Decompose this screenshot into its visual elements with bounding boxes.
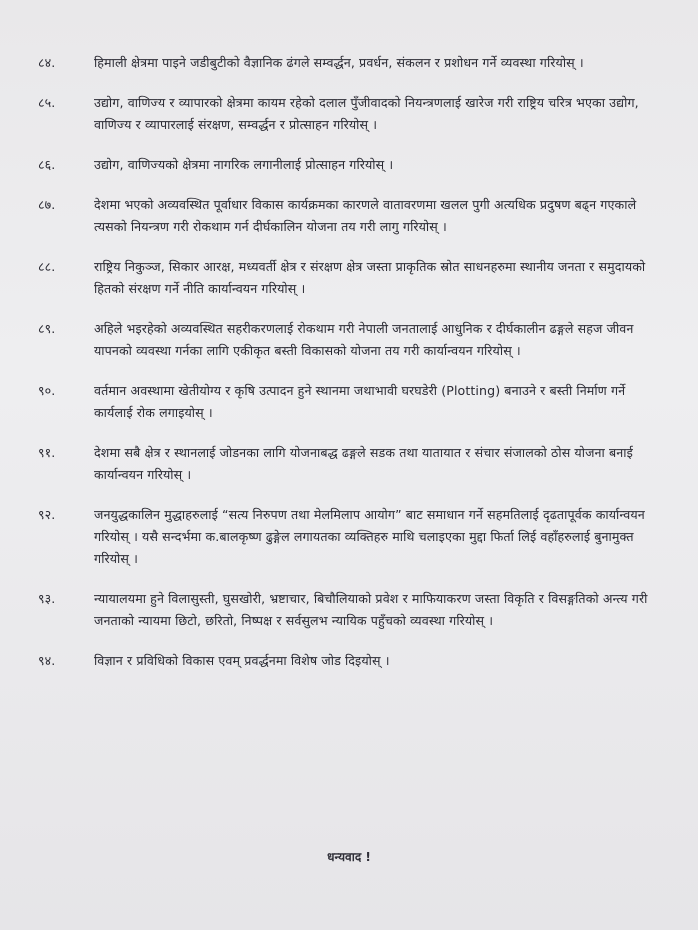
list-item-86 [38, 154, 658, 176]
item-text: वर्तमान अवस्थामा खेतीयोग्य र कृषि उत्पादन हुने स्थानमा जथाभावी घरघडेरी (Plotting) बनाउने र बस्ती निर्माण गर्ने कार्यलाई रोक लगाइयोस् । [94, 383, 626, 420]
item-text: विज्ञान र प्रविधिको विकास एवम् प्रवर्द्धनमा विशेष जोड दिइयोस् । [94, 653, 390, 668]
list-item-85 [38, 92, 658, 136]
item-number: ८६. [38, 157, 56, 172]
list-item-91 [38, 442, 658, 486]
item-number: ९२. [38, 507, 56, 522]
list-item-88 [38, 256, 658, 300]
item-text: राष्ट्रिय निकुञ्ज, सिकार आरक्ष, मध्यवर्ती क्षेत्र र संरक्षण क्षेत्र जस्ता प्राकृतिक स्रोत साधनहरुमा स्थानीय जनता र समुदायको हितको संरक्षण गर्ने नीति कार्यान्वयन गरियोस् । [94, 259, 646, 296]
item-number: ८९. [38, 321, 56, 336]
item-text: उद्योग, वाणिज्यको क्षेत्रमा नागरिक लगानीलाई प्रोत्साहन गरियोस् । [94, 157, 394, 172]
item-text: जनयुद्धकालिन मुद्धाहरुलाई “सत्य निरुपण तथा मेलमिलाप आयोग” बाट समाधान गर्ने सहमतिलाई दृढतापूर्वक कार्यान्वयन गरियोस् । यसै सन्दर्भमा क.बालकृष्ण ढुङ्गेल लगायतका व्यक्तिहरु माथि चलाइएका मुद्दा फिर्ता लिई वहाँहरुलाई बुनामुक्त गरियोस् । [94, 507, 645, 566]
item-number: ९०. [38, 383, 56, 398]
item-number: ९३. [38, 591, 56, 606]
list-item-93 [38, 588, 658, 632]
item-number: ९४. [38, 653, 56, 668]
item-number: ८७. [38, 197, 56, 212]
item-text: उद्योग, वाणिज्य र व्यापारको क्षेत्रमा कायम रहेको दलाल पुँजीवादको नियन्त्रणलाई खारेज गरी राष्ट्रिय चरित्र भएका उद्योग, वाणिज्य र व्यापारलाई संरक्षण, सम्वर्द्धन र प्रोत्साहन गरियोस् । [94, 95, 639, 132]
item-text: हिमाली क्षेत्रमा पाइने जडीबुटीको वैज्ञानिक ढंगले सम्वर्द्धन, प्रवर्धन, संकलन र प्रशोधन गर्ने व्यवस्था गरियोस् । [94, 55, 584, 70]
list-item-90 [38, 380, 658, 424]
item-number: ९१. [38, 445, 56, 460]
list-item-87 [38, 194, 658, 238]
closing-thanks: धन्यवाद ! [327, 850, 371, 864]
item-text: देशमा भएको अव्यवस्थित पूर्वाधार विकास कार्यक्रमका कारणले वातावरणमा खलल पुगी अत्यधिक प्रदुषण बढ्न गएकाले त्यसको नियन्त्रण गरी रोकथाम गर्न दीर्घकालिन योजना तय गरी लागु गरियोस् । [94, 197, 637, 234]
item-text: न्यायालयमा हुने विलासुस्ती, घुसखोरी, भ्रष्टाचार, बिचौलियाको प्रवेश र माफियाकरण जस्ता विकृति र विसङ्गतिको अन्त्य गरी जनताको न्यायमा छिटो, छरितो, निष्पक्ष र सर्वसुलभ न्यायिक पहुँचको व्यवस्था गरियोस् । [94, 591, 648, 628]
item-number: ८५. [38, 95, 56, 110]
list-item-89 [38, 318, 658, 362]
list-item-92 [38, 504, 658, 570]
item-text: देशमा सबै क्षेत्र र स्थानलाई जोडनका लागि योजनाबद्ध ढङ्गले सडक तथा यातायात र संचार संजालको ठोस योजना बनाई कार्यान्वयन गरियोस् । [94, 445, 633, 482]
item-number: ८४. [38, 55, 56, 70]
item-number: ८८. [38, 259, 56, 274]
list-item-94 [38, 650, 658, 672]
list-item-84 [38, 52, 658, 74]
item-text: अहिले भइरहेको अव्यवस्थित सहरीकरणलाई रोकथाम गरी नेपाली जनतालाई आधुनिक र दीर्घकालीन ढङ्गले सहज जीवन यापनको व्यवस्था गर्नका लागि एकीकृत बस्ती विकासको योजना तय गरी कार्यान्वयन गरियोस् । [94, 321, 634, 358]
